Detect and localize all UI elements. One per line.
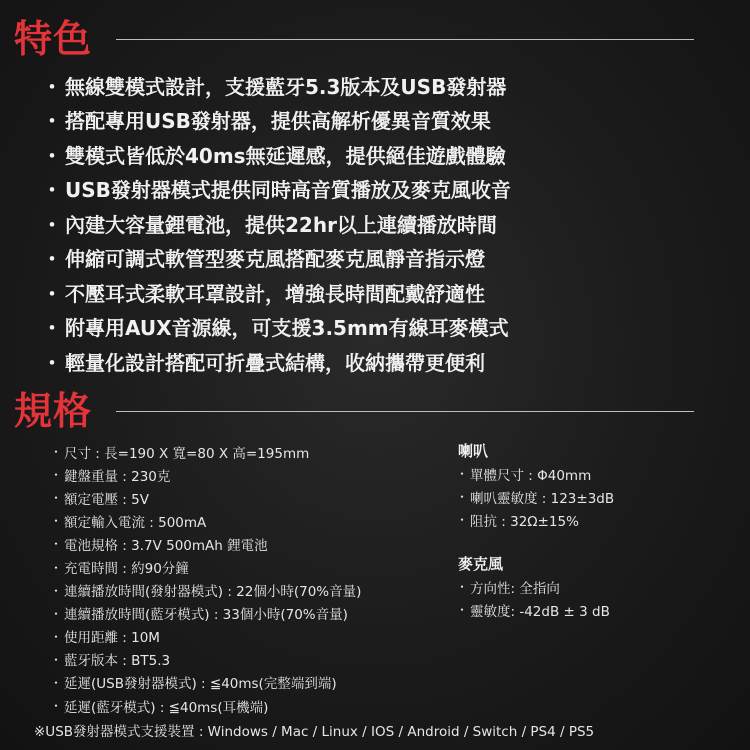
spec-item: [50, 486, 361, 509]
spec-item: [50, 555, 361, 578]
spec-item: [50, 648, 361, 671]
feature-text: 搭配專用USB發射器，提供高解析優異音質效果: [65, 109, 491, 134]
bullet: ・: [456, 490, 469, 505]
specs-divider: [116, 411, 694, 412]
feature-item: [42, 137, 511, 172]
spec-item: [456, 508, 614, 531]
feature-text: 內建大容量鋰電池，提供22hr以上連續播放時間: [65, 212, 497, 237]
spec-item: [50, 671, 361, 694]
speaker-title: 喇叭: [458, 442, 489, 460]
spec-text: 額定電壓 : 5V: [64, 491, 149, 508]
spec-item: [50, 532, 361, 555]
spec-item: [456, 485, 614, 508]
feature-item: [42, 172, 511, 207]
feature-item: [42, 344, 511, 379]
features-list: [42, 68, 511, 379]
bullet: ・: [50, 468, 63, 483]
bullet: ・: [456, 580, 469, 595]
spec-text: 延遲(USB發射器模式) : ≦40ms(完整端到端): [64, 676, 337, 693]
bullet: ・: [42, 109, 62, 134]
spec-item: [50, 509, 361, 532]
spec-item: [50, 694, 361, 717]
bullet: ・: [50, 445, 63, 460]
bullet: ・: [456, 513, 469, 528]
spec-text: 額定輸入電流 : 500mA: [64, 514, 207, 531]
bullet: ・: [42, 281, 62, 306]
spec-text: 連續播放時間(發射器模式) : 22個小時(70%音量): [64, 584, 362, 601]
bullet: ・: [50, 491, 63, 506]
feature-text: 附專用AUX音源線，可支援3.5mm有線耳麥模式: [65, 316, 509, 341]
spec-text: 鍵盤重量 : 230克: [64, 468, 171, 485]
bullet: ・: [50, 652, 63, 667]
bullet: ・: [50, 514, 63, 529]
bullet: ・: [50, 606, 63, 621]
microphone-title: 麥克風: [458, 555, 504, 573]
spec-text: 單體尺寸 : Φ40mm: [470, 467, 592, 484]
bullet: ・: [42, 350, 62, 375]
feature-text: USB發射器模式提供同時高音質播放及麥克風收音: [65, 178, 511, 203]
spec-text: 尺寸 : 長=190 X 寬=80 X 高=195mm: [64, 445, 310, 462]
feature-text: 雙模式皆低於40ms無延遲感，提供絕佳遊戲體驗: [65, 143, 506, 168]
bullet: ・: [42, 143, 62, 168]
feature-item: [42, 103, 511, 138]
spec-text: 喇叭靈敏度 : 123±3dB: [470, 490, 615, 507]
spec-item: [50, 440, 361, 463]
feature-item: [42, 241, 511, 276]
bullet: ・: [456, 603, 469, 618]
feature-text: 無線雙模式設計，支援藍牙5.3版本及USB發射器: [65, 74, 507, 99]
feature-item: [42, 310, 511, 345]
bullet: ・: [50, 675, 63, 690]
bullet: ・: [50, 560, 63, 575]
spec-text: 藍牙版本 : BT5.3: [64, 653, 171, 670]
spec-text: 延遲(藍牙模式) : ≦40ms(耳機端): [64, 699, 269, 716]
microphone-specs-list: [456, 575, 610, 621]
spec-text: 方向性: 全指向: [470, 580, 560, 597]
spec-text: 電池規格 : 3.7V 500mAh 鋰電池: [64, 537, 268, 554]
features-divider: [116, 39, 694, 40]
bullet: ・: [42, 178, 62, 203]
bullet: ・: [42, 74, 62, 99]
spec-item: [50, 579, 361, 602]
bullet: ・: [456, 467, 469, 482]
spec-text: 充電時間 : 約90分鐘: [64, 561, 189, 578]
general-specs-list: [50, 440, 361, 717]
features-header: [14, 17, 694, 61]
spec-item: [50, 602, 361, 625]
spec-item: [50, 463, 361, 486]
speaker-specs-list: [456, 462, 614, 531]
features-title: 特色: [14, 17, 93, 61]
spec-text: 靈敏度: -42dB ± 3 dB: [470, 603, 610, 620]
feature-text: 輕量化設計搭配可折疊式結構，收納攜帶更便利: [65, 350, 485, 375]
feature-item: [42, 206, 511, 241]
spec-text: 阻抗 : 32Ω±15%: [470, 513, 579, 530]
feature-text: 伸縮可調式軟管型麥克風搭配麥克風靜音指示燈: [65, 247, 485, 272]
spec-text: 連續播放時間(藍牙模式) : 33個小時(70%音量): [64, 607, 348, 624]
feature-item: [42, 68, 511, 103]
bullet: ・: [50, 583, 63, 598]
bullet: ・: [42, 247, 62, 272]
spec-item: [456, 598, 610, 621]
specs-header: [14, 389, 694, 433]
spec-item: [50, 625, 361, 648]
specs-title: 規格: [14, 389, 93, 433]
bullet: ・: [42, 212, 62, 237]
spec-text: 使用距離 : 10M: [64, 630, 160, 647]
bullet: ・: [50, 537, 63, 552]
spec-item: [456, 575, 610, 598]
compatibility-note: ※USB發射器模式支援裝置 : Windows / Mac / Linux / IOS / Android / Switch / PS4 / PS5: [34, 724, 595, 740]
bullet: ・: [42, 316, 62, 341]
spec-item: [456, 462, 614, 485]
bullet: ・: [50, 629, 63, 644]
bullet: ・: [50, 699, 63, 714]
feature-item: [42, 275, 511, 310]
feature-text: 不壓耳式柔軟耳罩設計，增強長時間配戴舒適性: [65, 281, 485, 306]
